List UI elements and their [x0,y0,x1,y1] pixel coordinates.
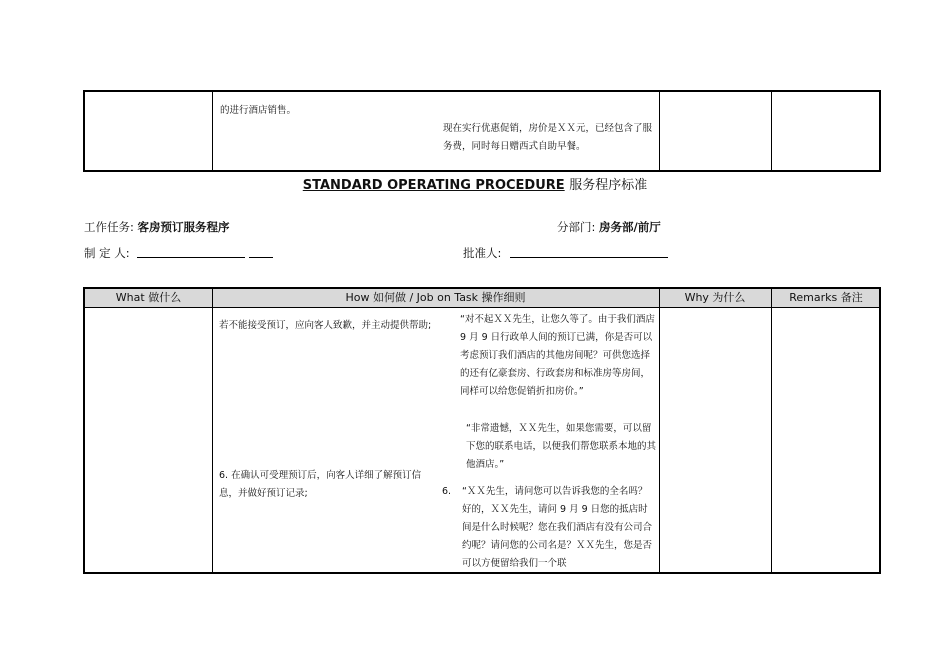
header-remarks: Remarks 备注 [789,291,863,304]
approver-label: 批准人: [463,246,502,260]
task-value: 客房预订服务程序 [137,220,230,234]
column-divider [771,289,772,572]
top-table [83,90,881,172]
script-text-collect-info: “ＸＸ先生，请问您可以告诉我您的全名吗？好的，ＸＸ先生，请问 9 月 9 日您的抵店时间是什么时候呢？您在我们酒店有没有公司合约呢？请问您的公司名是？ＸＸ先生，您是否可以方便留给我们一个联 [462,486,653,569]
step-text-record: 6. 在确认可受理预订后，向客人详细了解预订信息，并做好预订记录; [219,470,422,499]
header-what: What 做什么 [115,291,182,304]
page-title-zh: 服务程序标准 [569,178,648,193]
top-how-right-text: 现在实行优惠促销，房价是ＸＸ元，已经包含了服务费，同时每日赠西式自助早餐。 [443,123,653,152]
header-how: How 如何做 / Job on Task 操作细则 [345,291,526,304]
department-value: 房务部/前厅 [599,220,661,234]
script-text-full-booking: “对不起ＸＸ先生，让您久等了。由于我们酒店 9 月 9 日行政单人间的预订已满，你是否可以考虑预订我们酒店的其他房间呢？可供您选择的还有亿豪套房、行政套房和标准房等房间，同样可以给您促销折扣房价。” [460,314,655,397]
department-label: 分部门: [557,220,596,234]
header-why: Why 为什么 [684,291,746,304]
script-text-referral: “非常遗憾，ＸＸ先生，如果您需要，可以留下您的联系电话，以便我们帮您联系本地的其他酒店。” [466,423,657,470]
task-field [84,219,230,235]
column-divider [212,289,213,572]
column-divider [771,92,772,170]
page-title [0,174,950,193]
step-text-decline: 若不能接受预订，应向客人致歉，并主动提供帮助; [219,320,432,331]
page-title-en: STANDARD OPERATING PROCEDURE [302,178,565,193]
task-label: 工作任务: [84,220,134,234]
author-blank-line [137,257,245,258]
column-divider [659,289,660,572]
column-divider [659,92,660,170]
author-blank-line-2 [249,257,273,258]
table-header-row [85,289,879,308]
author-label: 制 定 人: [84,246,130,260]
script-number: 6. [442,486,452,497]
column-divider [212,92,213,170]
sop-table [83,287,881,574]
approver-blank-line [510,257,668,258]
top-how-left-text: 的进行酒店销售。 [220,105,297,116]
department-field [557,219,661,235]
